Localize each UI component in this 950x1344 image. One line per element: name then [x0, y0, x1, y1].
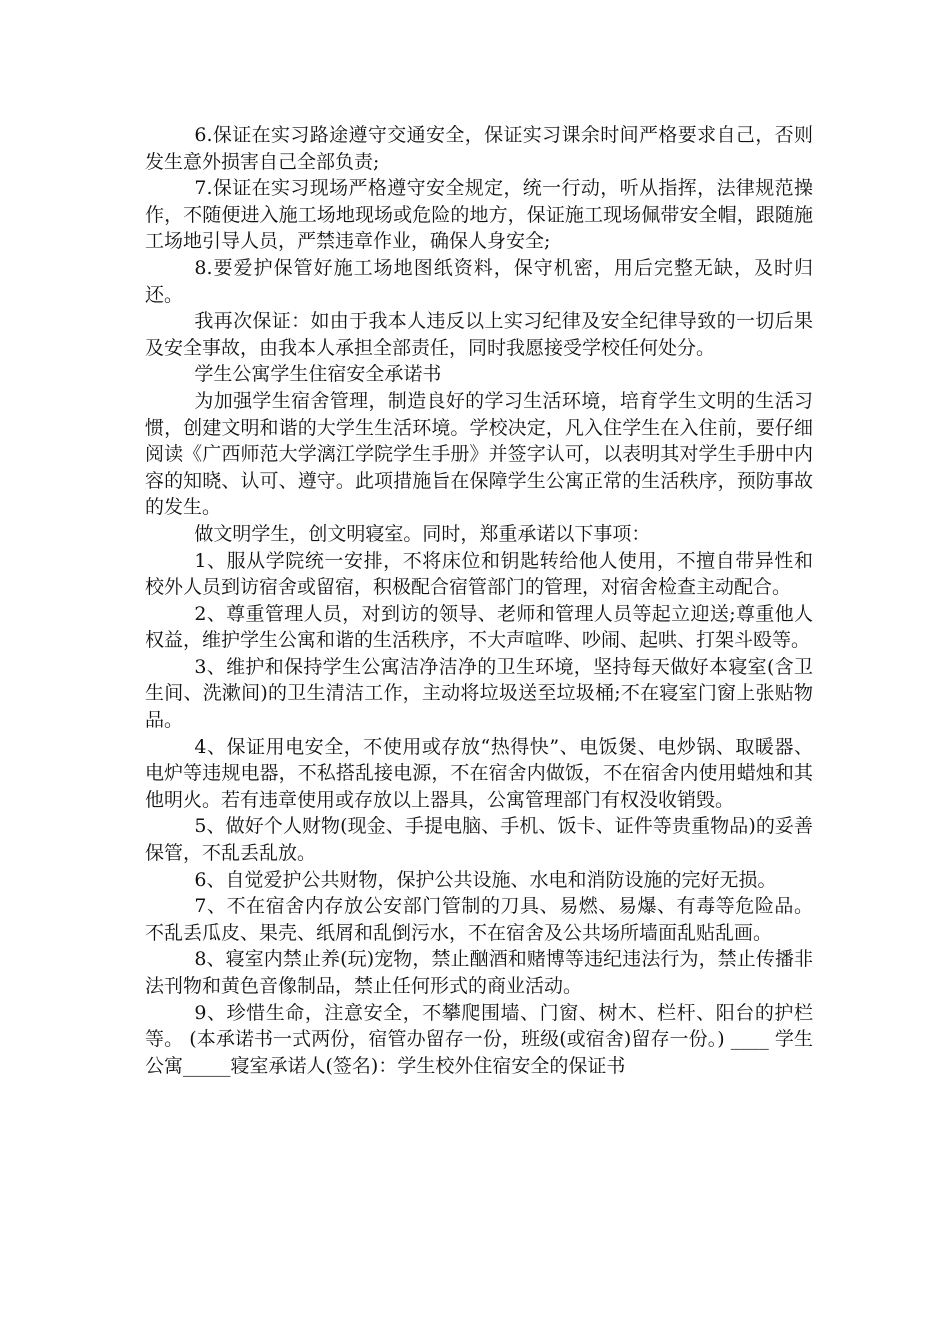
- section-title: 学生公寓学生住宿安全承诺书: [194, 363, 442, 386]
- paragraph-rule-7: 7、不在宿舍内存放公安部门管制的刀具、易燃、易爆、有毒等危险品。不乱丢瓜皮、果壳、纸屑和乱倒污水，不在宿舍及公共场所墙面乱贴乱画。: [145, 895, 813, 944]
- paragraph-rule-9: 9、珍惜生命，注意安全，不攀爬围墙、门窗、树木、栏杆、阳台的护栏等。 (本承诺书一式两份，宿管办留存一份，班级(或宿舍)留存一份。) ____ 学生公寓_____寝室承诺人(签名)：学生校外住宿安全的保证书: [145, 1001, 813, 1077]
- paragraph-rule-6: 6、自觉爱护公共财物，保护公共设施、水电和消防设施的完好无损。: [194, 868, 777, 891]
- paragraph-rule-2: 2、尊重管理人员，对到访的领导、老师和管理人员等起立迎送;尊重他人权益，维护学生公寓和谐的生活秩序，不大声喧哗、吵闹、起哄、打架斗殴等。: [145, 602, 813, 652]
- paragraph-guarantee: 我再次保证：如由于我本人违反以上实习纪律及安全纪律导致的一切后果及安全事故，由我本人承担全部责任，同时我愿接受学校任何处分。: [145, 310, 813, 359]
- paragraph-rule-5: 5、做好个人财物(现金、手提电脑、手机、饭卡、证件等贵重物品)的妥善保管，不乱丢乱放。: [145, 815, 813, 865]
- paragraph-rule-1: 1、服从学院统一安排，不将床位和钥匙转给他人使用，不擅自带异性和校外人员到访宿舍或留宿，积极配合宿管部门的管理，对宿舍检查主动配合。: [145, 549, 813, 599]
- paragraph-rule-8: 8、寝室内禁止养(玩)宠物，禁止酗酒和赌博等违纪违法行为，禁止传播非法刊物和黄色音像制品，禁止任何形式的商业活动。: [145, 948, 813, 997]
- paragraph-safety-7: 7.保证在实习现场严格遵守安全规定，统一行动，听从指挥，法律规范操作，不随便进入施工场地现场或危险的地方，保证施工现场佩带安全帽，跟随施工场地引导人员，严禁违章作业，确保人身安全;: [145, 177, 813, 253]
- paragraph-intro: 为加强学生宿舍管理，制造良好的学习生活环境，培育学生文明的生活习惯，创建文明和谐的大学生生活环境。学校决定，凡入住学生在入住前，要仔细阅读《广西师范大学漓江学院学生手册》并签字认可，以表明其对学生手册中内容的知晓、认可、遵守。此项措施旨在保障学生公寓正常的生活秩序，预防事故的发生。: [145, 389, 813, 519]
- document-page: [145, 122, 813, 1079]
- paragraph-pledge-lead: 做文明学生，创文明寝室。同时，郑重承诺以下事项：: [194, 522, 651, 545]
- paragraph-safety-6: 6.保证在实习路途遵守交通安全，保证实习课余时间严格要求自己，否则发生意外损害自己全部负责;: [145, 124, 813, 173]
- paragraph-safety-8: 8.要爱护保管好施工场地图纸资料，保守机密，用后完整无缺，及时归还。: [145, 256, 813, 306]
- paragraph-rule-3: 3、维护和保持学生公寓洁净洁净的卫生环境，坚持每天做好本寝室(含卫生间、洗漱间)的卫生清洁工作，主动将垃圾送至垃圾桶;不在寝室门窗上张贴物品。: [145, 655, 813, 732]
- paragraph-rule-4: 4、保证用电安全，不使用或存放“热得快”、电饭煲、电炒锅、取暖器、电炉等违规电器，不私搭乱接电源，不在宿舍内做饭，不在宿舍内使用蜡烛和其他明火。若有违章使用或存放以上器具，公寓管理部门有权没收销毁。: [145, 735, 813, 811]
